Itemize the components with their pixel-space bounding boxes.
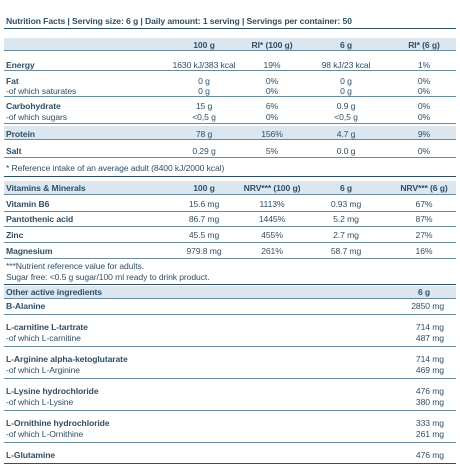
nutrition-col-header: 100 g xyxy=(193,40,215,50)
nutrition-row-label: Energy xyxy=(6,60,35,70)
vitamin-cell: 27% xyxy=(415,230,433,240)
nutrition-col-header: RI* (6 g) xyxy=(408,40,440,50)
nutrition-cell: 0% xyxy=(417,112,431,122)
vitamin-cell: 1113% xyxy=(259,199,285,209)
active-header-amount: 6 g xyxy=(417,287,431,297)
nutrition-row-label: Salt xyxy=(6,146,22,156)
nutrition-row-label: -of which saturates xyxy=(6,86,77,96)
active-row-value: 476 mg xyxy=(415,386,444,396)
vitamin-row-label: Pantothenic acid xyxy=(6,214,74,224)
nutrition-cell: 0.0 g xyxy=(336,146,356,156)
nutrition-footnote: * Reference intake of an average adult (8400 kJ/2000 kcal) xyxy=(6,163,225,173)
vitamins-header-label: Vitamins & Minerals xyxy=(6,183,86,193)
vitamin-row-label: Vitamin B6 xyxy=(6,199,50,209)
active-header-label: Other active ingredients xyxy=(6,287,102,297)
nutrition-cell: 19% xyxy=(263,60,281,70)
nutrition-cell: <0,5 g xyxy=(334,112,358,122)
active-group-rule xyxy=(4,314,456,315)
active-group-rule xyxy=(4,346,456,347)
nutrition-cell: 0 g xyxy=(340,86,352,96)
vitamins-footnote-1: ***Nutrient reference value for adults. xyxy=(6,261,144,271)
active-row-value: 2850 mg xyxy=(411,301,444,311)
title-line: Nutrition Facts | Serving size: 6 g | Daily amount: 1 serving | Servings per container: 50 xyxy=(6,16,352,26)
vitamin-cell: 261% xyxy=(261,246,283,256)
active-header-rule xyxy=(4,298,456,299)
vitamin-cell: 455% xyxy=(261,230,283,240)
vitamin-cell: 15.6 mg xyxy=(188,199,220,209)
active-row-value: 714 mg xyxy=(415,322,444,332)
nutrition-col-header: RI* (100 g) xyxy=(251,40,293,50)
vitamins-header-rule xyxy=(4,194,456,195)
vitamin-row-label: Zinc xyxy=(6,230,24,240)
vitamins-footnote-2: Sugar free: <0.5 g sugar/100 ml ready to drink product. xyxy=(6,272,210,282)
active-row-value: 487 mg xyxy=(415,333,444,343)
nutrition-cell: 15 g xyxy=(195,101,213,111)
nutrition-cell: 78 g xyxy=(195,129,213,139)
vitamin-cell: 86.7 mg xyxy=(188,214,220,224)
vitamin-row-rule xyxy=(4,226,456,227)
vitamin-cell: 2.7 mg xyxy=(333,230,359,240)
active-row-label: B-Alanine xyxy=(6,301,46,311)
vitamin-cell: 58.7 mg xyxy=(330,246,362,256)
active-top-rule xyxy=(4,284,456,285)
nutrition-row-rule xyxy=(4,70,456,71)
nutrition-row-rule xyxy=(4,123,456,124)
nutrition-cell: 0.29 g xyxy=(192,146,216,156)
vitamins-col-header: NRV*** (6 g) xyxy=(400,183,448,193)
active-row-label: L-Glutamine xyxy=(6,450,56,460)
nutrition-cell: 0% xyxy=(417,76,431,86)
nutrition-cell: 4.7 g xyxy=(336,129,356,139)
nutrition-col-header: 6 g xyxy=(339,40,353,50)
vitamin-cell: 87% xyxy=(415,214,433,224)
active-group-rule xyxy=(4,410,456,411)
active-row-label: -of which L-Lysine xyxy=(6,397,74,407)
active-row-value: 333 mg xyxy=(415,418,444,428)
vitamin-cell: 0.93 mg xyxy=(330,199,362,209)
nutrition-cell: 0 g xyxy=(340,76,352,86)
nutrition-facts-panel xyxy=(4,0,456,460)
active-row-label: L-carnitine L-tartrate xyxy=(6,322,88,332)
active-group-rule xyxy=(4,442,456,443)
vitamins-col-header: NRV*** (100 g) xyxy=(243,183,301,193)
nutrition-cell: 1% xyxy=(417,60,431,70)
nutrition-row-label: Carbohydrate xyxy=(6,101,61,111)
vitamin-row-label: Magnesium xyxy=(6,246,53,256)
nutrition-cell: 0% xyxy=(265,76,279,86)
nutrition-cell: 0% xyxy=(417,101,431,111)
active-row-label: -of which L-carnitine xyxy=(6,333,81,343)
nutrition-cell: 156% xyxy=(261,129,283,139)
nutrition-cell: 0.9 g xyxy=(336,101,356,111)
active-row-label: L-Arginine alpha-ketoglutarate xyxy=(6,354,128,364)
nutrition-cell: <0,5 g xyxy=(192,112,216,122)
nutrition-cell: 0 g xyxy=(198,76,210,86)
nutrition-row-label: Fat xyxy=(6,76,19,86)
active-row-label: -of which L-Ornithine xyxy=(6,429,84,439)
vitamin-cell: 1445% xyxy=(258,214,286,224)
nutrition-row-label: Protein xyxy=(6,129,35,139)
vitamin-row-rule xyxy=(4,211,456,212)
active-row-label: L-Lysine hydrochloride xyxy=(6,386,99,396)
nutrition-cell: 0% xyxy=(265,112,279,122)
active-row-value: 261 mg xyxy=(415,429,444,439)
nutrition-row-rule xyxy=(4,96,456,97)
nutrition-cell: 6% xyxy=(265,101,279,111)
vitamin-cell: 5.2 mg xyxy=(333,214,359,224)
active-row-label: -of which L-Arginine xyxy=(6,365,80,375)
active-row-value: 380 mg xyxy=(415,397,444,407)
nutrition-row-label: -of which sugars xyxy=(6,112,67,122)
nutrition-cell: 0% xyxy=(265,86,279,96)
vitamin-cell: 67% xyxy=(415,199,433,209)
title-rule xyxy=(4,28,456,29)
nutrition-header-rule xyxy=(4,50,456,51)
active-group-rule xyxy=(4,378,456,379)
vitamin-cell: 45.5 mg xyxy=(188,230,220,240)
nutrition-cell: 5% xyxy=(265,146,279,156)
vitamins-col-header: 6 g xyxy=(339,183,353,193)
nutrition-row-rule xyxy=(4,139,456,140)
vitamin-row-rule xyxy=(4,258,456,259)
nutrition-cell: 0% xyxy=(417,146,431,156)
nutrition-cell: 1630 kJ/383 kcal xyxy=(172,60,236,70)
active-row-value: 476 mg xyxy=(415,450,444,460)
vitamin-row-rule xyxy=(4,242,456,243)
vitamin-cell: 979.8 mg xyxy=(186,246,222,256)
active-row-value: 714 mg xyxy=(415,354,444,364)
active-row-label: L-Ornithine hydrochloride xyxy=(6,418,110,428)
nutrition-row-rule xyxy=(4,157,456,158)
vitamin-cell: 16% xyxy=(415,246,433,256)
nutrition-cell: 9% xyxy=(417,129,431,139)
vitamins-col-header: 100 g xyxy=(193,183,215,193)
nutrition-cell: 98 kJ/23 kcal xyxy=(321,60,371,70)
nutrition-cell: 0% xyxy=(417,86,431,96)
vitamins-top-rule xyxy=(4,176,456,177)
nutrition-cell: 0 g xyxy=(198,86,210,96)
active-row-value: 469 mg xyxy=(415,365,444,375)
